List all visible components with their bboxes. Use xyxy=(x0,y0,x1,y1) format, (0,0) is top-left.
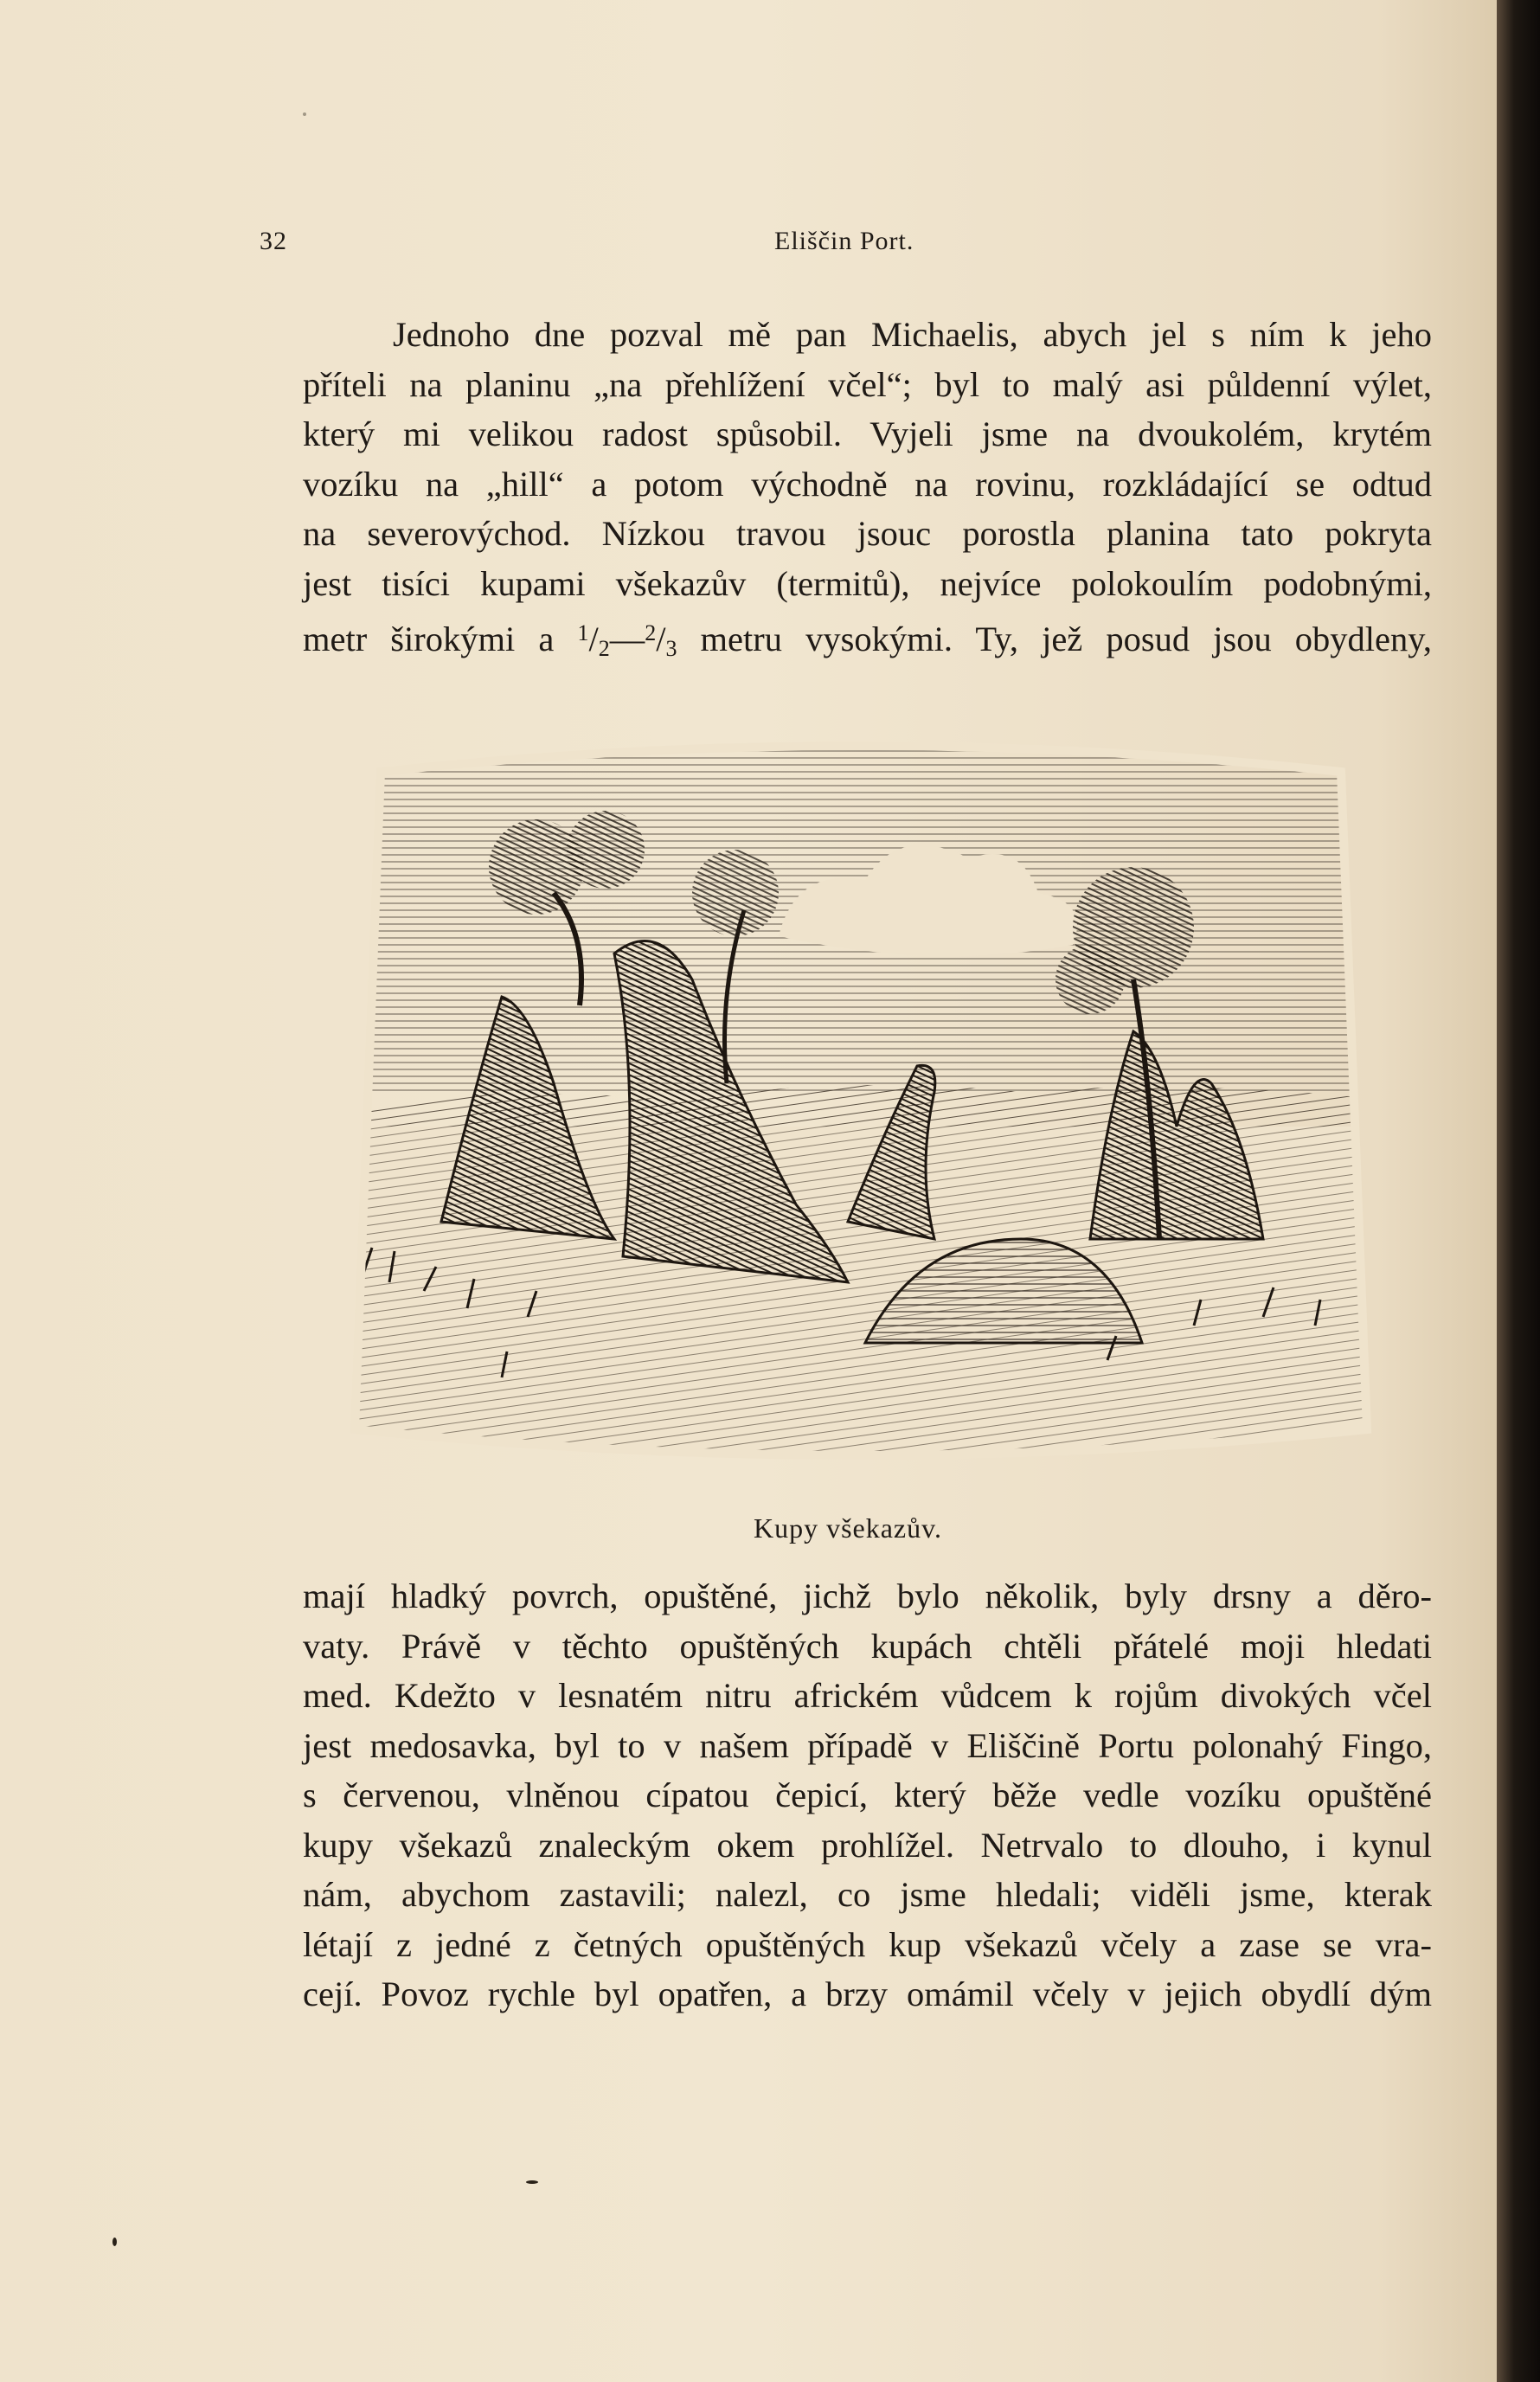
page-number: 32 xyxy=(260,227,287,255)
text-line: létají z jedné z četných opuštěných kup všekazů včely a zase se vra- xyxy=(303,1924,1432,1964)
text-line: Jednoho dne pozval mě pan Michaelis, abych jel s ním k jeho xyxy=(393,315,1432,354)
text-line: jest medosavka, byl to v našem případě v Eliščině Portu polonahý Fingo, xyxy=(303,1725,1432,1765)
text-line: nám, abychom zastavili; nalezl, co jsme hledali; viděli jsme, kterak xyxy=(303,1875,1432,1914)
text-segment: metru vysokými. Ty, jež posud jsou obydleny, xyxy=(677,620,1432,658)
text-line-with-fractions: metr širokými a $^1$/2—$^2$/3 metru vysokými. Ty, jež posud jsou obydleny, xyxy=(303,620,1432,661)
text-line: na severovýchod. Nízkou travou jsouc porostla planina tato pokryta xyxy=(303,514,1432,553)
text-line: cejí. Povoz rychle byl opatřen, a brzy omámil včely v jejich obydlí dým xyxy=(303,1974,1432,2013)
running-title: Eliščin Port. xyxy=(774,227,914,255)
text-line: vaty. Právě v těchto opuštěných kupách chtěli přátelé moji hledati xyxy=(303,1626,1432,1666)
ink-speck xyxy=(303,112,306,116)
paragraph-2 xyxy=(303,1571,1432,2019)
text-line: mají hladký povrch, opuštěné, jichž bylo několik, byly drsny a děro- xyxy=(303,1576,1432,1615)
figure-caption: Kupy všekazův. xyxy=(753,1512,943,1544)
ink-speck xyxy=(526,2180,538,2184)
paragraph-1 xyxy=(303,310,1432,674)
text-segment: metr širokými a xyxy=(303,620,578,658)
fraction-denominator: 2 xyxy=(598,636,610,661)
text-line: kupy všekazů znaleckým okem prohlížel. Netrvalo to dlouho, i kynul xyxy=(303,1825,1432,1865)
book-spine-edge xyxy=(1497,0,1540,2382)
text-line: příteli na planinu „na přehlížení včel“; byl to malý asi půldenní výlet, xyxy=(303,364,1432,404)
text-line: který mi velikou radost spůsobil. Vyjeli jsme na dvoukolém, krytém xyxy=(303,414,1432,453)
tree-foliage xyxy=(567,811,645,889)
tree-foliage xyxy=(692,850,779,936)
text-line: s červenou, vlněnou cípatou čepicí, který běže vedle vozíku opuštěné xyxy=(303,1775,1432,1814)
tree-foliage xyxy=(1056,945,1125,1014)
text-line: med. Kdežto v lesnatém nitru africkém vůdcem k rojům divokých včel xyxy=(303,1676,1432,1715)
text-line: vozíku na „hill“ a potom východně na rovinu, rozkládající se odtud xyxy=(303,464,1432,504)
text-line: jest tisíci kupami všekazův (termitů), nejvíce polokoulím podobnými, xyxy=(303,563,1432,603)
fraction-denominator: 3 xyxy=(665,636,677,661)
fraction-numerator: 2 xyxy=(645,620,657,645)
tree-foliage xyxy=(489,819,584,915)
page-header xyxy=(260,227,1428,261)
engraving-illustration xyxy=(329,720,1393,1481)
engraving-termite-mounds xyxy=(329,720,1393,1481)
fraction-numerator: 1 xyxy=(577,620,589,645)
dash: — xyxy=(609,620,645,658)
ink-speck xyxy=(112,2238,117,2246)
